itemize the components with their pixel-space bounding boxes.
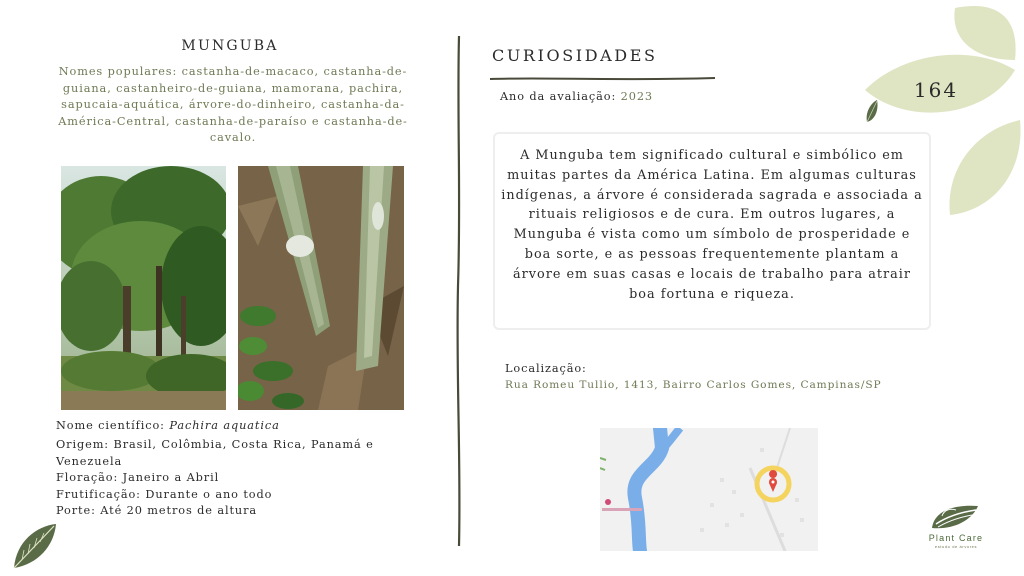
scientific-name-line bbox=[56, 418, 416, 435]
plant-care-logo-icon bbox=[928, 502, 984, 532]
popular-names: Nomes populares: castanha-de-macaco, castanha-de-guiana, castanheiro-de-guiana, mamorana, pachira, sapucaia-aquática, árvore-do-dinheiro, castanha-da-América-Central, castanha-de-paraíso e castanha-de-cavalo. bbox=[58, 65, 408, 144]
location-address: Rua Romeu Tullio, 1413, Bairro Carlos Gomes, Campinas/SP bbox=[505, 379, 882, 391]
leaves-decoration-icon bbox=[855, 0, 1024, 225]
leaf-decoration-icon bbox=[10, 522, 60, 572]
evaluation-year-label: Ano da avaliação: bbox=[500, 90, 621, 103]
logo-tagline: estudo de árvores bbox=[934, 544, 978, 549]
title-underline bbox=[490, 68, 715, 76]
fruiting-line: Frutificação: Durante o ano todo bbox=[56, 488, 273, 501]
column-divider bbox=[455, 36, 463, 546]
tree-canopy-photo bbox=[61, 166, 226, 410]
plant-title: MUNGUBA bbox=[181, 38, 279, 54]
evaluation-year-value: 2023 bbox=[620, 90, 654, 103]
curiosities-title: CURIOSIDADES bbox=[492, 46, 658, 65]
page-number: 164 bbox=[913, 78, 959, 102]
logo-name: Plant Care bbox=[928, 533, 984, 543]
evaluation-year bbox=[500, 90, 653, 103]
origin-line: Origem: Brasil, Colômbia, Costa Rica, Panamá e Venezuela bbox=[56, 438, 374, 468]
curiosity-text: A Munguba tem significado cultural e simbólico em muitas partes da América Latina. Em algumas culturas indígenas, a árvore é considerada sagrada e associada a rituais religiosos e de cura. Em outros lugares, a Munguba é vista como um símbolo de prosperidade e boa sorte, e as pessoas frequentemente plantam a árvore em suas casas e locais de trabalho para atrair boa fortuna e riqueza. bbox=[501, 148, 923, 302]
location-label: Localização: bbox=[505, 362, 587, 375]
size-line: Porte: Até 20 metros de altura bbox=[56, 504, 258, 517]
scientific-name: Pachira aquatica bbox=[169, 419, 280, 432]
scientific-label: Nome científico: bbox=[56, 419, 170, 432]
tree-trunk-photo bbox=[238, 166, 404, 410]
flowering-line: Floração: Janeiro a Abril bbox=[56, 471, 220, 484]
location-map[interactable] bbox=[600, 428, 818, 551]
